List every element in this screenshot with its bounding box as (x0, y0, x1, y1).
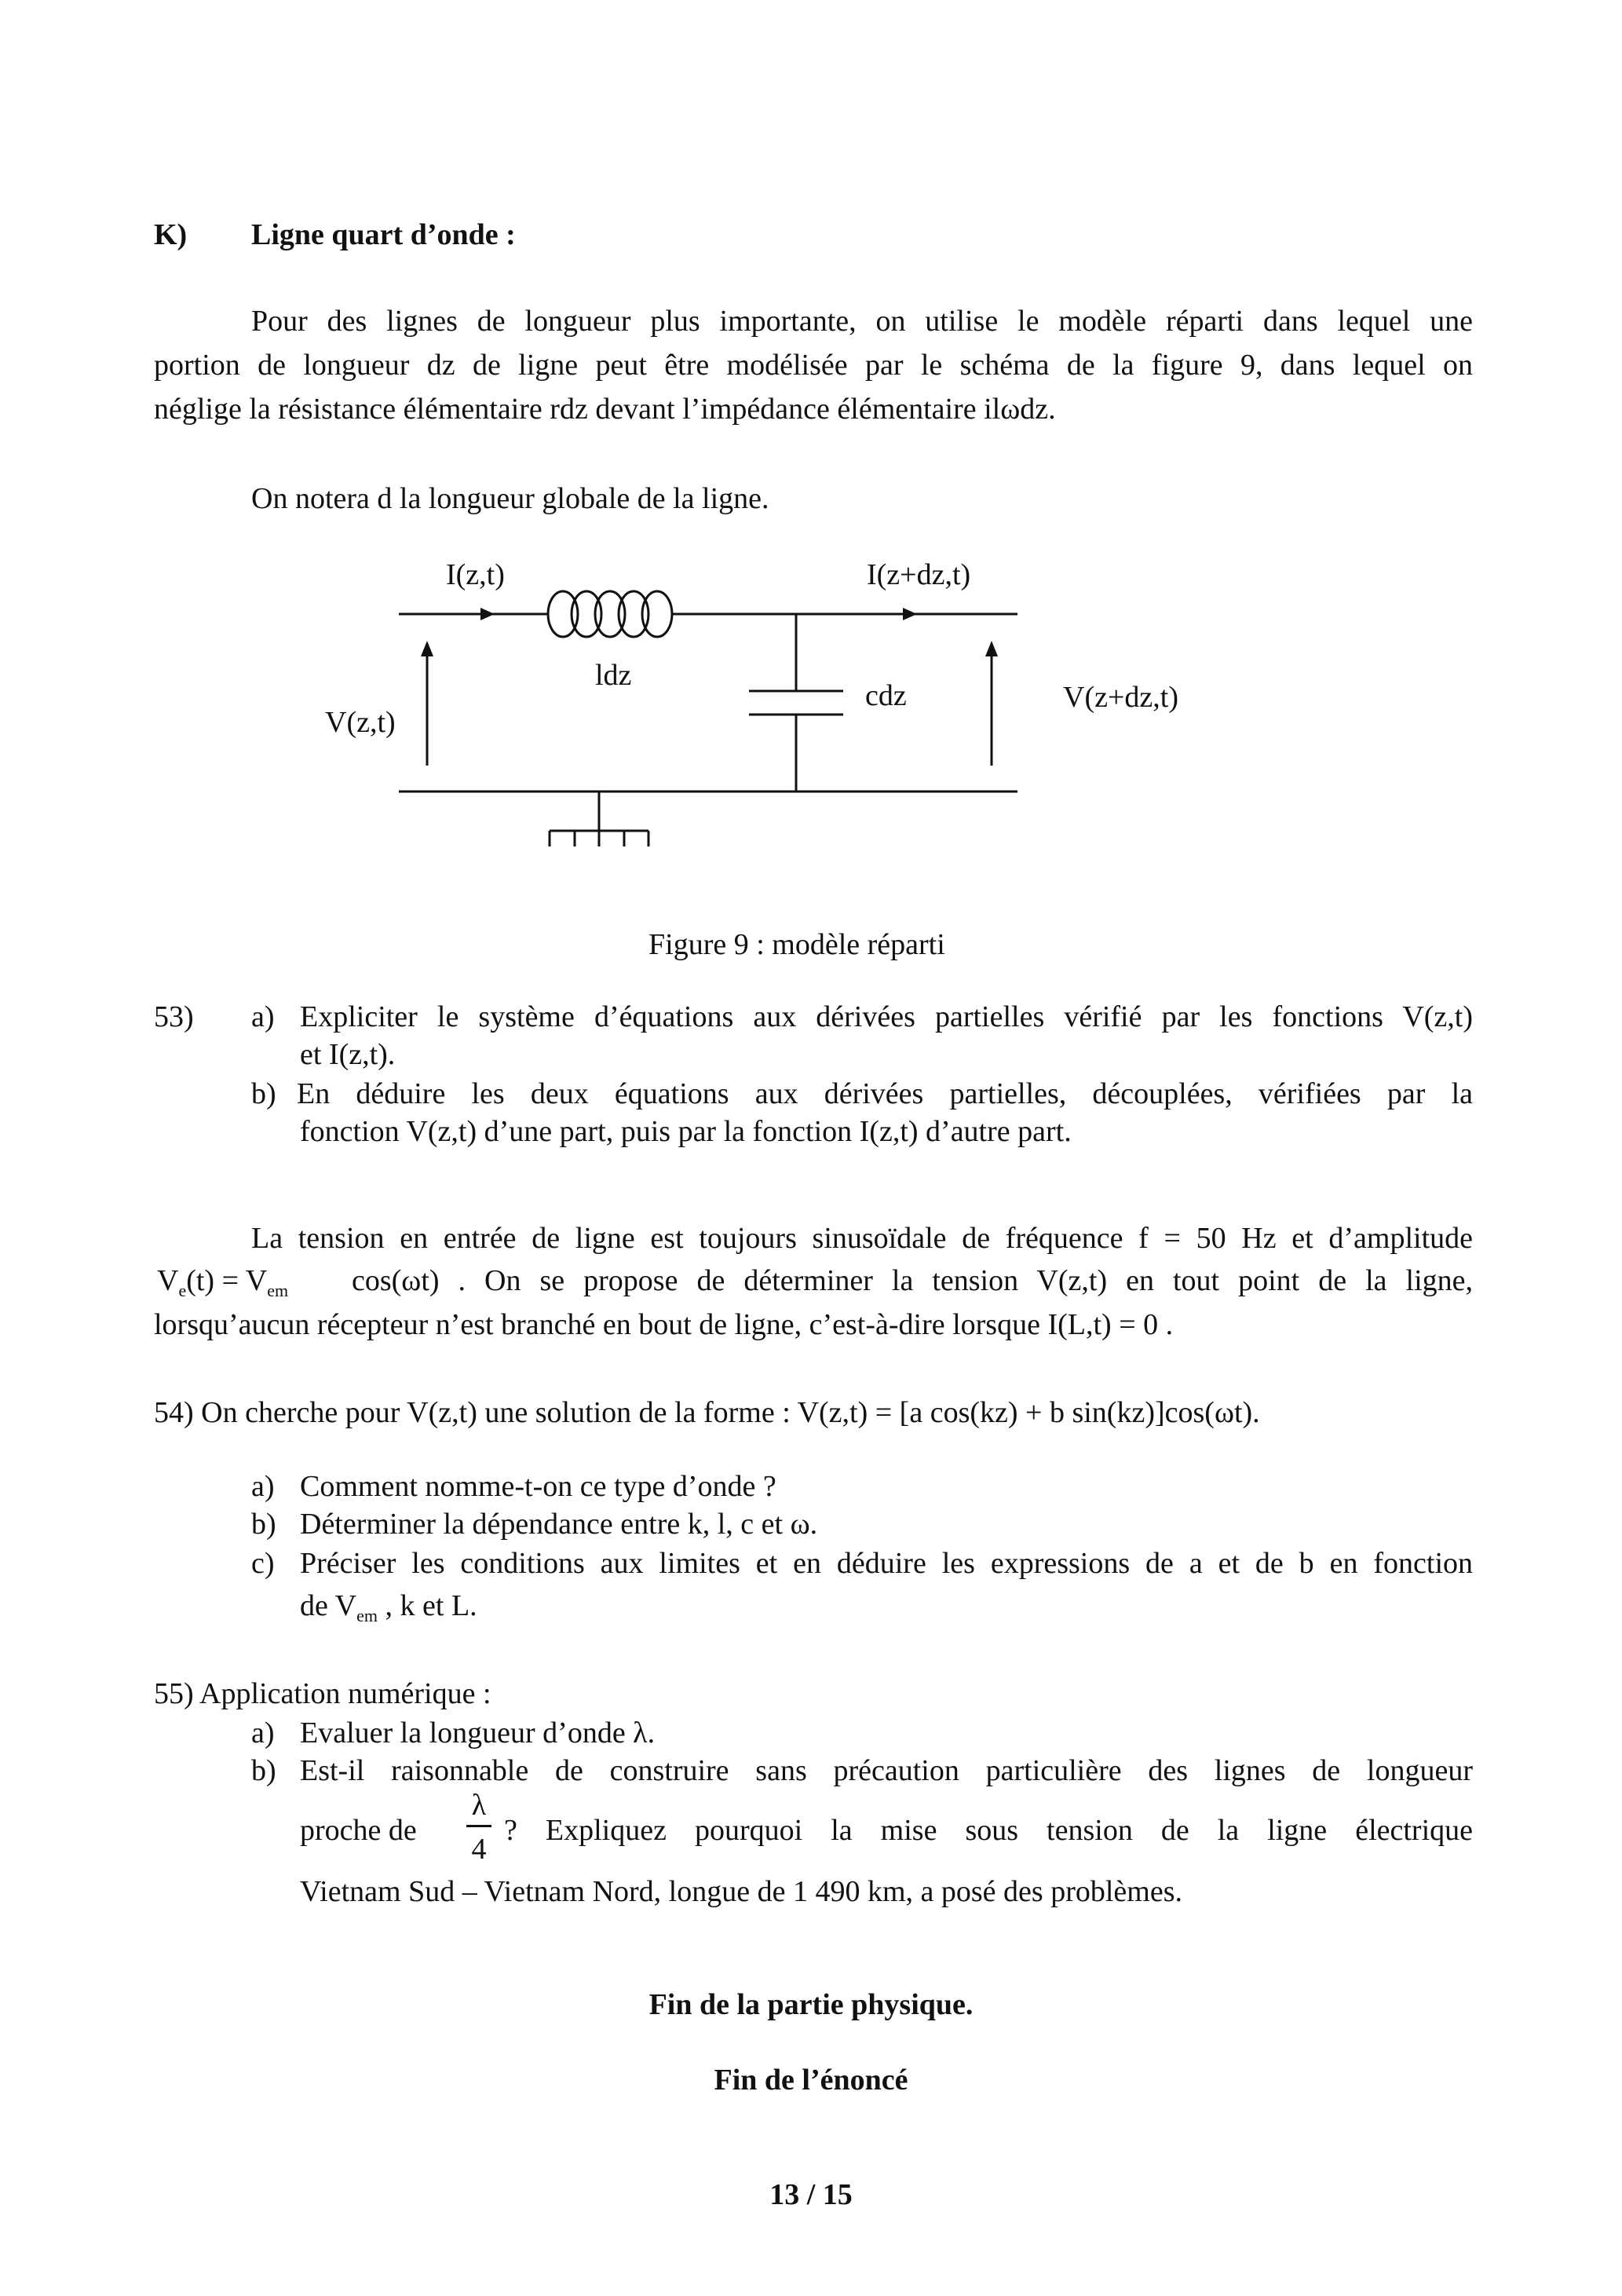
q55-b-line-2-start: proche de (300, 1814, 417, 1847)
tension-line-2-start (157, 1266, 288, 1300)
tension-line-3: lorsqu’aucun récepteur n’est branché en bout de ligne, c’est-à-dire lorsque I(L,t) = 0 . (154, 1308, 1174, 1341)
q53-b-marker: b) (251, 1077, 276, 1110)
q54-c-subscript: em (356, 1606, 378, 1625)
q54-c-line-2-end: , k et L. (378, 1589, 477, 1622)
q55-b-line-3: Vietnam Sud – Vietnam Nord, longue de 1 490 km, a posé des problèmes. (300, 1875, 1182, 1908)
q54-intro: 54) On cherche pour V(z,t) une solution de la forme : V(z,t) = [a cos(kz) + b sin(kz)]cos(ωt). (154, 1396, 1260, 1429)
voltage-out-arrowhead (985, 641, 998, 656)
section-letter: K) (154, 218, 188, 251)
current-out-arrow (903, 608, 917, 620)
label-inductor: ldz (595, 659, 632, 692)
end-physics: Fin de la partie physique. (648, 1988, 974, 2021)
figure-caption: Figure 9 : modèle réparti (648, 928, 945, 961)
q53-a-line-2: et I(z,t). (300, 1038, 396, 1071)
intro-line-2: portion de longueur dz de ligne peut être modélisée par le schéma de la figure 9, dans lequel on (154, 349, 1473, 382)
tension-line-1: La tension en entrée de ligne est toujours sinusoïdale de fréquence f = 50 Hz et d’amplitude (251, 1222, 1473, 1255)
q53-number: 53) (154, 1000, 194, 1033)
label-current-out: I(z+dz,t) (867, 558, 971, 591)
label-capacitor: cdz (865, 679, 907, 712)
label-current-in: I(z,t) (446, 558, 505, 591)
ground-symbol (550, 792, 648, 846)
tension-equation-mid: (t) = V (186, 1264, 268, 1297)
tension-line-2-end: cos(ωt) . On se propose de déterminer la tension V(z,t) en tout point de la ligne, (352, 1264, 1473, 1297)
current-in-arrow (480, 608, 495, 620)
q54-c-line-1: Préciser les conditions aux limites et en déduire les expressions de a et de b en fonction (300, 1547, 1473, 1580)
intro-line-3: néglige la résistance élémentaire rdz devant l’impédance élémentaire ilωdz. (154, 393, 1056, 426)
circuit-diagram (0, 0, 1622, 864)
q53-b-line-1: En déduire les deux équations aux dérivées partielles, découplées, vérifiées par la (297, 1077, 1473, 1110)
q55-b-line-2-end: ? Expliquez pourquoi la mise sous tension de la ligne électrique (504, 1814, 1473, 1847)
q54-a-marker: a) (251, 1470, 275, 1503)
fraction-bar (466, 1825, 491, 1827)
q53-a-marker: a) (251, 1000, 275, 1033)
q55-intro: 55) Application numérique : (154, 1677, 491, 1710)
label-voltage-out: V(z+dz,t) (1063, 681, 1178, 714)
section-title: Ligne quart d’onde : (251, 218, 516, 251)
end-statement: Fin de l’énoncé (714, 2064, 908, 2097)
q55-a-text: Evaluer la longueur d’onde λ. (300, 1717, 656, 1749)
intro-line-1: Pour des lignes de longueur plus importante, on utilise le modèle réparti dans lequel une (251, 305, 1473, 338)
tension-equation-subscript: em (267, 1281, 289, 1300)
q55-b-marker: b) (251, 1754, 276, 1787)
q54-b-marker: b) (251, 1508, 276, 1541)
tension-v-symbol: V (157, 1264, 179, 1297)
q54-b-text: Déterminer la dépendance entre k, l, c et ω. (300, 1508, 818, 1541)
intro-line-4: On notera d la longueur globale de la ligne. (251, 482, 769, 515)
q54-c-line-2 (300, 1591, 477, 1625)
q53-a-line-1: Expliciter le système d’équations aux dérivées partielles vérifié par les fonctions V(z,t) (300, 1000, 1473, 1033)
fraction-denominator: 4 (471, 1833, 487, 1866)
q54-c-marker: c) (251, 1547, 275, 1580)
inductor-coil (548, 591, 672, 637)
q55-a-marker: a) (251, 1717, 275, 1749)
tension-v-subscript: e (178, 1281, 187, 1300)
q54-a-text: Comment nomme-t-on ce type d’onde ? (300, 1470, 776, 1503)
voltage-in-arrowhead (421, 641, 433, 656)
label-voltage-in: V(z,t) (325, 706, 396, 739)
fraction-numerator: λ (471, 1789, 487, 1822)
q55-b-line-1: Est-il raisonnable de construire sans précaution particulière des lignes de longueur (300, 1754, 1473, 1787)
q53-b-line-2: fonction V(z,t) d’une part, puis par la fonction I(z,t) d’autre part. (300, 1115, 1072, 1148)
q54-c-line-2-start: de V (300, 1589, 357, 1622)
page-number: 13 / 15 (769, 2178, 853, 2211)
